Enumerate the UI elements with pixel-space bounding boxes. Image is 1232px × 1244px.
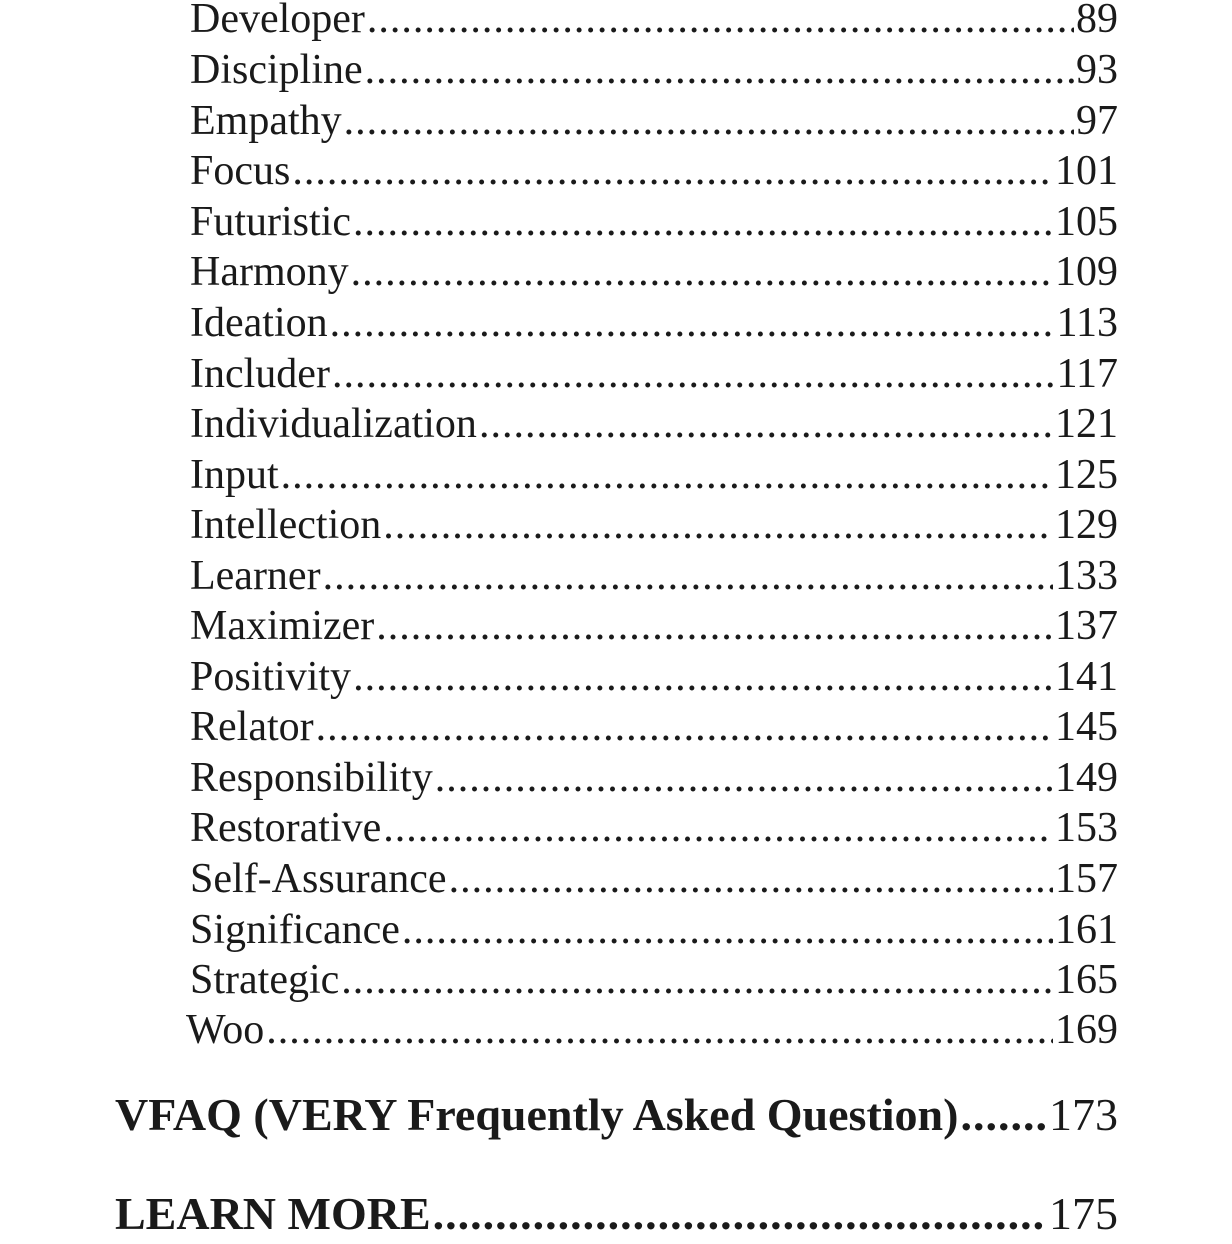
dot-leader xyxy=(344,96,1074,146)
dot-leader xyxy=(383,500,1053,550)
toc-entry-label: Developer xyxy=(190,0,365,42)
toc-entry-page: 109 xyxy=(1055,249,1118,295)
toc-entry-page: 169 xyxy=(1055,1007,1118,1053)
toc-entry-page: 93 xyxy=(1076,47,1118,93)
toc-entry-page: 125 xyxy=(1055,452,1118,498)
toc-entry-positivity[interactable] xyxy=(190,652,1118,702)
toc-entry-page: 137 xyxy=(1055,603,1118,649)
toc-entry-harmony[interactable] xyxy=(190,247,1118,297)
toc-entry-page: 161 xyxy=(1055,907,1118,953)
toc-entry-label: VFAQ (VERY Frequently Asked Question) xyxy=(115,1089,959,1140)
toc-entry-label: Intellection xyxy=(190,502,382,548)
toc-entry-learn-more[interactable] xyxy=(115,1184,1118,1244)
toc-entry-label: Input xyxy=(190,452,279,498)
toc-entry-intellection[interactable] xyxy=(190,500,1118,550)
toc-entry-label: Restorative xyxy=(190,805,382,851)
toc-entry-label: Individualization xyxy=(190,401,477,447)
toc-entry-vfaq[interactable] xyxy=(115,1085,1118,1145)
toc-entry-page: 175 xyxy=(1049,1188,1118,1239)
toc-entry-page: 101 xyxy=(1055,148,1118,194)
toc-entry-maximizer[interactable] xyxy=(190,601,1118,651)
toc-entry-self-assurance[interactable] xyxy=(190,854,1118,904)
dot-leader xyxy=(367,0,1074,44)
dot-leader xyxy=(435,753,1053,803)
toc-entry-page: 141 xyxy=(1055,654,1118,700)
toc-entry-label: Self-Assurance xyxy=(190,856,447,902)
toc-entry-label: Relator xyxy=(190,704,314,750)
toc-entry-individualization[interactable] xyxy=(190,399,1118,449)
toc-entry-label: LEARN MORE xyxy=(115,1188,431,1239)
toc-entry-page: 89 xyxy=(1076,0,1118,42)
toc-entry-includer[interactable] xyxy=(190,349,1118,399)
toc-entry-page: 133 xyxy=(1055,553,1118,599)
dot-leader xyxy=(266,1005,1053,1055)
dot-leader xyxy=(449,854,1053,904)
dot-leader xyxy=(330,298,1055,348)
toc-entry-discipline[interactable] xyxy=(190,45,1118,95)
toc-entry-label: Woo xyxy=(186,1007,265,1053)
toc-entry-woo[interactable] xyxy=(186,1005,1118,1055)
toc-entry-label: Includer xyxy=(190,351,330,397)
dot-leader xyxy=(960,1085,1047,1145)
dot-leader xyxy=(316,702,1053,752)
toc-entry-page: 149 xyxy=(1055,755,1118,801)
toc-entry-input[interactable] xyxy=(190,450,1118,500)
toc-entry-label: Empathy xyxy=(190,98,342,144)
toc-entry-label: Focus xyxy=(190,148,291,194)
toc-entry-focus[interactable] xyxy=(190,146,1118,196)
toc-entry-page: 117 xyxy=(1056,351,1118,397)
dot-leader xyxy=(353,197,1053,247)
dot-leader xyxy=(365,45,1074,95)
toc-entry-label: Ideation xyxy=(190,300,328,346)
toc-entry-label: Learner xyxy=(190,553,321,599)
toc-entry-strategic[interactable] xyxy=(190,955,1118,1005)
toc-entry-label: Strategic xyxy=(190,957,340,1003)
toc-entry-page: 105 xyxy=(1055,199,1118,245)
toc-entry-label: Positivity xyxy=(190,654,352,700)
toc-entry-label: Discipline xyxy=(190,47,363,93)
toc-entry-label: Significance xyxy=(190,907,400,953)
toc-entry-page: 153 xyxy=(1055,805,1118,851)
toc-entry-relator[interactable] xyxy=(190,702,1118,752)
toc-entry-page: 113 xyxy=(1056,300,1118,346)
toc-entry-label: Maximizer xyxy=(190,603,375,649)
toc-entry-empathy[interactable] xyxy=(190,96,1118,146)
dot-leader xyxy=(376,601,1053,651)
dot-leader xyxy=(351,247,1053,297)
dot-leader xyxy=(353,652,1053,702)
toc-entry-page: 145 xyxy=(1055,704,1118,750)
toc-entry-page: 165 xyxy=(1055,957,1118,1003)
toc-entry-page: 121 xyxy=(1055,401,1118,447)
dot-leader xyxy=(341,955,1053,1005)
toc-entry-label: Futuristic xyxy=(190,199,352,245)
toc-entry-label: Responsibility xyxy=(190,755,433,801)
toc-entry-restorative[interactable] xyxy=(190,803,1118,853)
dot-leader xyxy=(402,905,1053,955)
toc-entry-page: 173 xyxy=(1049,1089,1118,1140)
toc-entry-developer[interactable] xyxy=(190,0,1118,44)
toc-entry-page: 157 xyxy=(1055,856,1118,902)
dot-leader xyxy=(383,803,1053,853)
dot-leader xyxy=(323,551,1053,601)
toc-entry-page: 97 xyxy=(1076,98,1118,144)
toc-entry-page: 129 xyxy=(1055,502,1118,548)
toc-entry-responsibility[interactable] xyxy=(190,753,1118,803)
toc-entry-label: Harmony xyxy=(190,249,349,295)
dot-leader xyxy=(433,1184,1047,1244)
dot-leader xyxy=(332,349,1055,399)
dot-leader xyxy=(292,146,1053,196)
toc-entry-significance[interactable] xyxy=(190,905,1118,955)
toc-entry-ideation[interactable] xyxy=(190,298,1118,348)
toc-entry-learner[interactable] xyxy=(190,551,1118,601)
toc-entry-futuristic[interactable] xyxy=(190,197,1118,247)
dot-leader xyxy=(479,399,1053,449)
dot-leader xyxy=(281,450,1053,500)
